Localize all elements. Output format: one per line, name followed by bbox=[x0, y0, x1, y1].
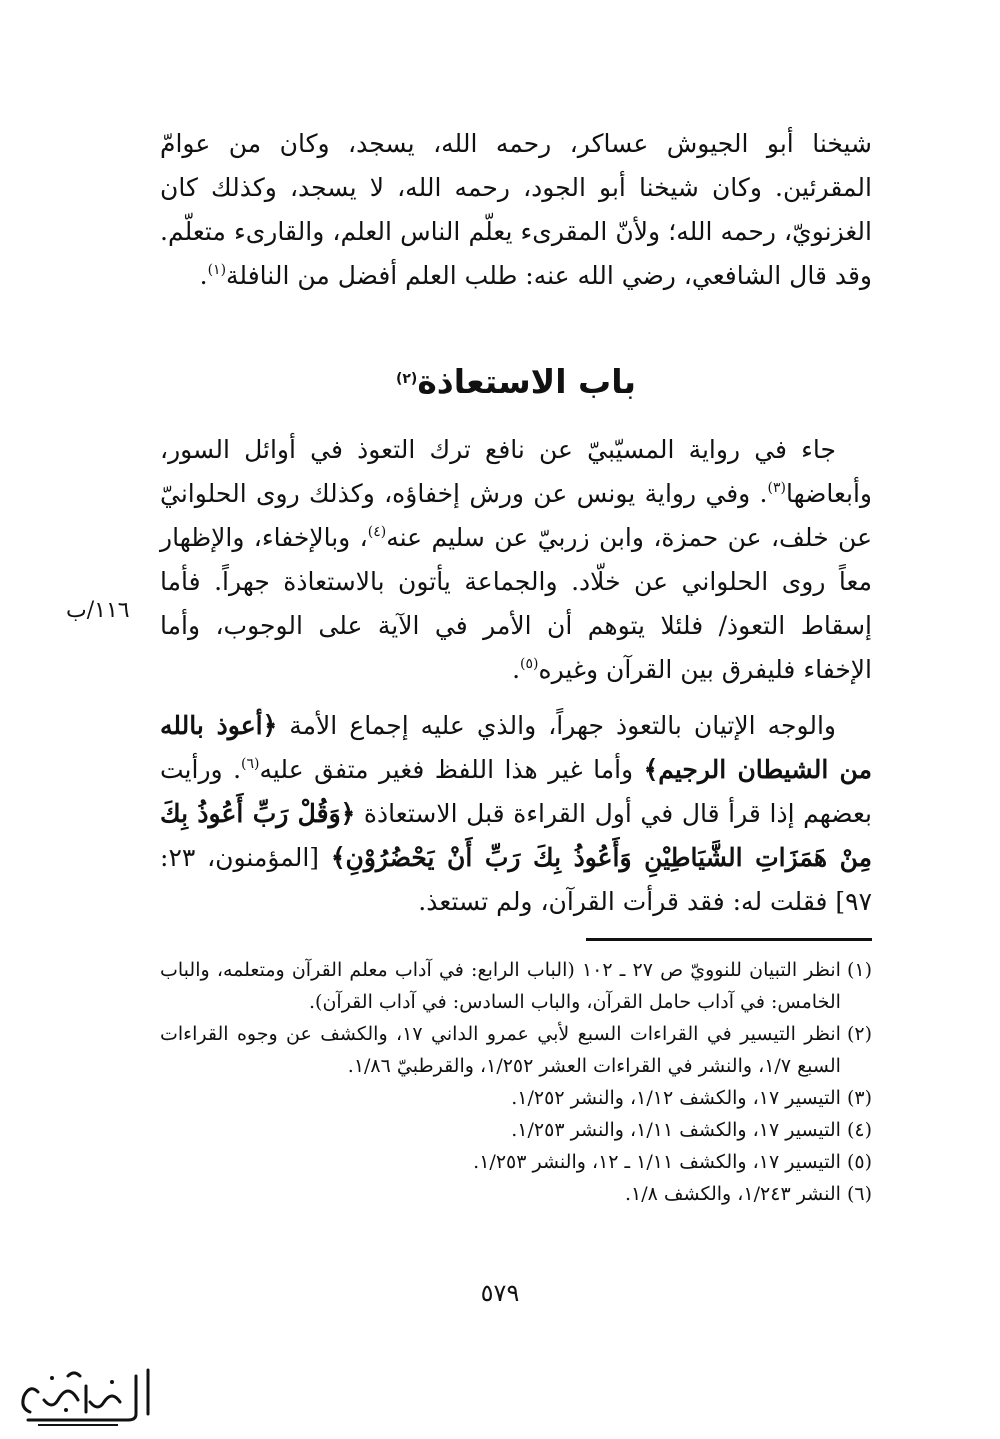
footnote-separator bbox=[586, 938, 872, 941]
main-end: . bbox=[512, 655, 521, 684]
quran-verse: ﴿وَقُلْ رَبِّ أَعُوذُ بِكَ مِنْ هَمَزَاتِ الشَّيَاطِيْنِ وَأَعُوذُ بِكَ رَبِّ أَنْ يَحْضُرُوْنِ﴾ bbox=[160, 799, 872, 872]
heading-text: باب الاستعاذة bbox=[417, 362, 637, 401]
footnote-number: (٢) bbox=[846, 1023, 872, 1045]
folio-margin-note: ١١٦/ب bbox=[66, 598, 130, 623]
footnote-text: التيسير ١٧، والكشف ١/١١، والنشر ١/٢٥٣. bbox=[511, 1119, 841, 1141]
second-text-4: [المؤمنون، ٢٣: ٩٧] فقلت له: فقد قرأت القرآن، ولم تستعذ. bbox=[160, 843, 872, 916]
footnote-text: انظر التيسير في القراءات السبع لأبي عمرو الداني ١٧، والكشف عن وجوه القراءات السبع ١/٧، والنشر في القراءات العشر ١/٢٥٢، والقرطبيّ ١/٨٦. bbox=[160, 1023, 841, 1077]
footnote-number: (٣) bbox=[846, 1087, 872, 1109]
second-text-2: وأما غير هذا اللفظ فغير متفق عليه bbox=[259, 755, 644, 784]
footnote-5 bbox=[160, 1146, 872, 1178]
calligraphy-logo-icon bbox=[8, 1362, 158, 1432]
footnote-4 bbox=[160, 1114, 872, 1146]
second-paragraph bbox=[160, 704, 872, 924]
isti-adha-formula: ﴿أعوذ بالله من الشيطان الرجيم﴾ bbox=[160, 711, 872, 784]
footnotes bbox=[160, 954, 872, 1210]
main-text-2: . وفي رواية يونس عن ورش إخفاؤه، وكذلك روى الحلوانيّ عن خلف، عن حمزة، وابن زربيّ عن سليم عنه bbox=[160, 479, 872, 552]
footnote-ref-1: (١) bbox=[207, 262, 227, 278]
footnote-3 bbox=[160, 1082, 872, 1114]
intro-paragraph bbox=[160, 122, 872, 298]
footnote-text: النشر ١/٢٤٣، والكشف ١/٨. bbox=[624, 1183, 841, 1205]
footnote-text: التيسير ١٧، والكشف ١/١١ ـ ١٢، والنشر ١/٢٥٣. bbox=[473, 1151, 841, 1173]
footnote-2 bbox=[160, 1018, 872, 1082]
second-text-1: والوجه الإتيان بالتعوذ جهراً، والذي عليه إجماع الأمة bbox=[289, 711, 836, 740]
section-heading bbox=[160, 354, 872, 410]
footnote-ref-2: (٢) bbox=[395, 371, 418, 387]
footnote-number: (٤) bbox=[846, 1119, 872, 1141]
footnote-ref-4: (٤) bbox=[367, 524, 387, 540]
page-number: ٥٧٩ bbox=[480, 1279, 520, 1307]
main-paragraph bbox=[160, 428, 872, 692]
intro-end: . bbox=[199, 261, 208, 290]
footnote-ref-5: (٥) bbox=[520, 656, 539, 672]
main-text-3: ، وبالإخفاء، والإظهار معاً روى الحلواني عن خلّاد. والجماعة يأتون بالاستعاذة جهراً. فأما إسقاط التعوذ/ فلئلا يتوهم أن الأمر في الآية على الوجوب، وأما الإخفاء فليفرق بين القرآن وغيره bbox=[160, 523, 872, 684]
second-text-3: . ورأيت بعضهم إذا قرأ قال في أول القراءة قبل الاستعاذة bbox=[160, 755, 872, 828]
footnote-6 bbox=[160, 1178, 872, 1210]
intro-text: شيخنا أبو الجيوش عساكر، رحمه الله، يسجد، وكان من عوامّ المقرئين. وكان شيخنا أبو الجود، رحمه الله، لا يسجد، وكذلك كان الغزنويّ، رحمه الله؛ ولأنّ المقرىء يعلّم الناس العلم، والقارىء متعلّم. وقد قال الشافعي، رضي الله عنه: طلب العلم أفضل من النافلة bbox=[160, 129, 872, 290]
footnote-ref-3: (٣) bbox=[767, 480, 786, 496]
main-text-1: جاء في رواية المسيّبيّ عن نافع ترك التعوذ في أوائل السور، وأبعاضها bbox=[160, 435, 872, 508]
footnote-text: انظر التبيان للنوويّ ص ٢٧ ـ ١٠٢ (الباب الرابع: في آداب معلم القرآن ومتعلمه، والباب الخامس: في آداب حامل القرآن، والباب السادس: في آداب القرآن). bbox=[160, 959, 841, 1013]
footnote-number: (١) bbox=[846, 959, 872, 981]
footnote-number: (٦) bbox=[846, 1183, 872, 1205]
footnote-number: (٥) bbox=[846, 1151, 872, 1173]
footnote-text: التيسير ١٧، والكشف ١/١٢، والنشر ١/٢٥٢. bbox=[511, 1087, 841, 1109]
footnote-1 bbox=[160, 954, 872, 1018]
footnote-ref-6: (٦) bbox=[241, 756, 260, 772]
